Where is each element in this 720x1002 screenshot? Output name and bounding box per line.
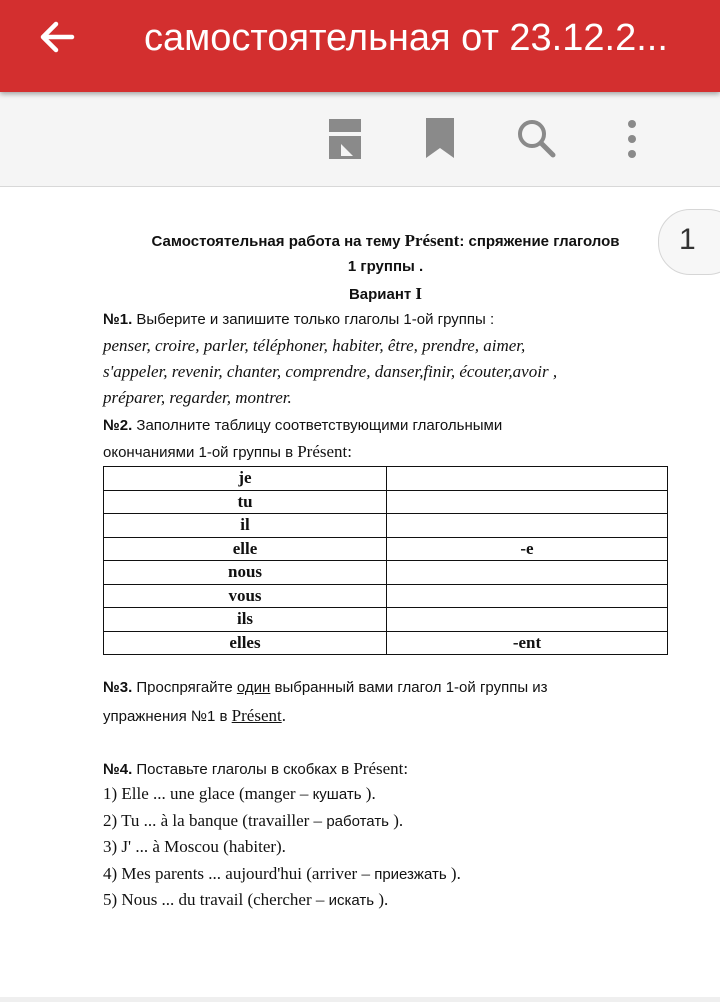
heading-line-2 (103, 258, 668, 275)
task2-text-2: окончаниями 1-ой группы в (103, 444, 298, 461)
item-russian: приезжать (374, 866, 447, 883)
pronoun-cell: tu (104, 490, 387, 514)
table-row (104, 608, 668, 632)
task1-words-line-3: préparer, regarder, montrer. (103, 388, 292, 407)
search-icon[interactable] (516, 116, 556, 162)
task4-item (103, 890, 388, 910)
task3-number: №3. (103, 679, 133, 696)
ending-cell: -e (387, 537, 668, 561)
ending-cell (387, 561, 668, 585)
variant-heading (103, 284, 668, 304)
table-row (104, 561, 668, 585)
document-title: самостоятельная от 23.12.2... (144, 17, 668, 59)
item-french: 5) Nous ... du travail (chercher – (103, 890, 329, 909)
pronoun-cell: vous (104, 584, 387, 608)
heading-text-end: : спряжение глаголов (459, 233, 620, 250)
item-french: 2) Tu ... à la banque (travailler – (103, 811, 327, 830)
pronoun-cell: il (104, 514, 387, 538)
heading-group: 1 группы . (347, 258, 424, 275)
task1-text: Выберите и запишите только глаголы 1-ой группы : (132, 311, 495, 328)
pronoun-cell: nous (104, 561, 387, 585)
task3-text-end: выбранный вами глагол 1-ой группы из (270, 679, 548, 696)
page-indicator[interactable] (658, 209, 720, 275)
pronoun-cell: elle (104, 537, 387, 561)
ending-cell (387, 514, 668, 538)
ending-cell (387, 490, 668, 514)
task1-words-line-2: s'appeler, revenir, chanter, comprendre, danser,finir, écouter,avoir , (103, 362, 558, 381)
heading-line-1 (103, 231, 668, 251)
item-end: ). (361, 784, 376, 803)
ending-cell (387, 467, 668, 491)
task4-present: Présent: (353, 759, 409, 778)
table-row (104, 514, 668, 538)
pronoun-cell: ils (104, 608, 387, 632)
table-row (104, 631, 668, 655)
table-row (104, 584, 668, 608)
ending-cell (387, 584, 668, 608)
pronoun-cell: elles (104, 631, 387, 655)
ending-cell (387, 608, 668, 632)
more-vert-icon[interactable] (612, 116, 652, 162)
task3-underlined: один (236, 679, 271, 696)
item-russian: работать (326, 813, 390, 830)
task4-item (103, 784, 376, 804)
item-french: 3) J' ... à Moscou (habiter). (103, 837, 286, 856)
arrow-left-icon[interactable] (36, 16, 78, 58)
task4-number: №4. (103, 761, 133, 778)
task1-number: №1. (103, 311, 133, 328)
heading-text: Самостоятельная работа на тему (151, 233, 405, 250)
file-icon[interactable] (325, 116, 365, 162)
item-end: ). (389, 811, 404, 830)
app-bar (0, 0, 720, 92)
task2-instruction-line-1 (103, 417, 502, 434)
task1-instruction (103, 311, 494, 328)
table-row (104, 490, 668, 514)
item-russian: кушать (312, 786, 362, 803)
task4-item (103, 864, 461, 884)
item-french: 4) Mes parents ... aujourd'hui (arriver – (103, 864, 375, 883)
task4-item (103, 811, 403, 831)
task2-text: Заполните таблицу соответствующими глагольными (132, 417, 503, 434)
variant-label: Вариант (348, 286, 416, 303)
item-end: ). (446, 864, 461, 883)
task2-instruction-line-2 (103, 442, 352, 462)
task3-period: . (281, 706, 286, 725)
conjugation-table (103, 466, 668, 655)
task1-words-line-1: penser, croire, parler, téléphoner, habiter, être, prendre, aimer, (103, 336, 526, 355)
item-french: 1) Elle ... une glace (manger – (103, 784, 313, 803)
task3-text: Проспрягайте (132, 679, 237, 696)
task4-text: Поставьте глаголы в скобках в (132, 761, 354, 778)
task4-item (103, 837, 286, 857)
table-row (104, 467, 668, 491)
bookmark-icon[interactable] (420, 116, 460, 162)
task3-instruction-line-2 (103, 706, 286, 726)
task3-instruction-line-1 (103, 679, 548, 696)
task2-present: Présent: (297, 442, 352, 461)
variant-number: I (415, 284, 423, 303)
pronoun-cell: je (104, 467, 387, 491)
ending-cell: -ent (387, 631, 668, 655)
task4-instruction (103, 759, 408, 779)
page-number: 1 (679, 223, 696, 256)
item-end: ). (374, 890, 389, 909)
viewer-toolbar (0, 92, 720, 187)
task3-present: Présent (231, 706, 282, 725)
heading-present: Présent (404, 231, 460, 250)
table-row (104, 537, 668, 561)
task2-number: №2. (103, 417, 133, 434)
item-russian: искать (328, 892, 375, 909)
task3-text-2: упражнения №1 в (103, 708, 232, 725)
